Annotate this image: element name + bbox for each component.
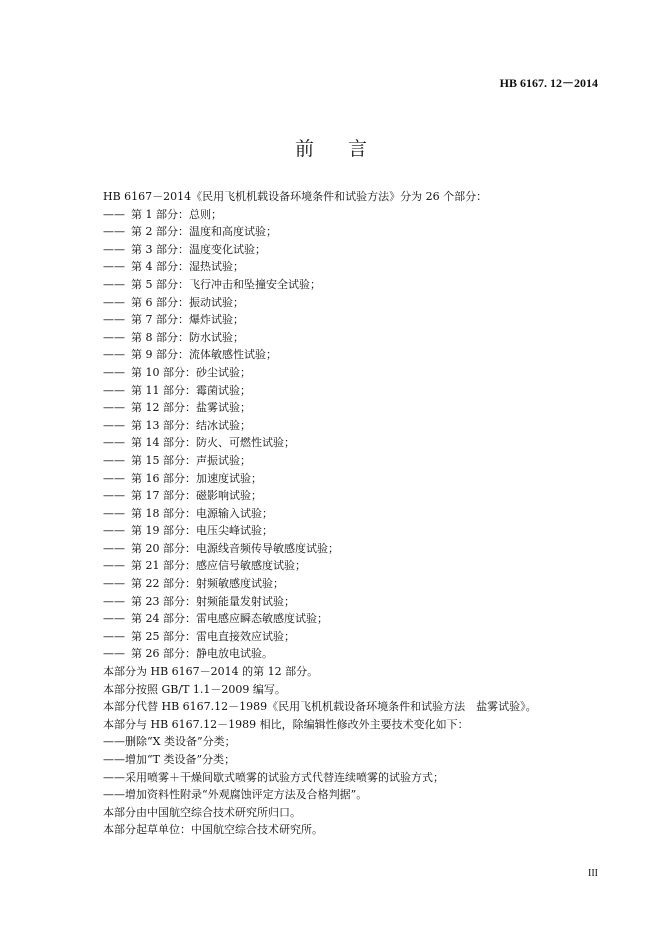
list-item bbox=[103, 223, 583, 241]
list-item bbox=[103, 364, 583, 382]
list-item bbox=[103, 311, 583, 329]
list-item-dash: —— bbox=[103, 260, 125, 274]
list-item-text: 第 24 部分：雷电感应瞬态敏感度试验； bbox=[131, 612, 328, 626]
document-body bbox=[103, 188, 583, 839]
list-item-text: 第 3 部分：温度变化试验； bbox=[131, 242, 266, 256]
list-item bbox=[103, 417, 583, 435]
list-item-text: 第 25 部分：雷电直接效应试验； bbox=[131, 629, 295, 643]
parts-list bbox=[103, 206, 583, 663]
list-item-text: 第 21 部分：感应信号敏感度试验； bbox=[131, 559, 306, 573]
list-item bbox=[103, 452, 583, 470]
list-item-text: 第 1 部分：总则； bbox=[131, 207, 222, 221]
intro-line: HB 6167－2014《民用飞机机载设备环境条件和试验方法》分为 26 个部分： bbox=[103, 190, 488, 203]
list-item-dash: —— bbox=[103, 313, 125, 327]
paragraph: ——删除“X 类设备”分类； bbox=[103, 735, 236, 749]
list-item-text: 第 4 部分：湿热试验； bbox=[131, 260, 244, 274]
list-item-dash: —— bbox=[103, 612, 125, 626]
list-item bbox=[103, 258, 583, 276]
document-code: HB 6167. 12－2014 bbox=[499, 76, 598, 90]
list-item bbox=[103, 294, 583, 312]
list-item-text: 第 2 部分：温度和高度试验； bbox=[131, 225, 277, 239]
list-item bbox=[103, 575, 583, 593]
list-item-dash: —— bbox=[103, 629, 125, 643]
list-item-dash: —— bbox=[103, 295, 125, 309]
list-item-text: 第 19 部分：电压尖峰试验； bbox=[131, 524, 273, 538]
list-item bbox=[103, 628, 583, 646]
list-item bbox=[103, 645, 583, 663]
list-item-text: 第 17 部分：磁影响试验； bbox=[131, 489, 262, 503]
list-item-dash: —— bbox=[103, 647, 125, 661]
list-item-dash: —— bbox=[103, 418, 125, 432]
paragraph: ——增加资料性附录“外观腐蚀评定方法及合格判据”。 bbox=[103, 788, 368, 802]
list-item-text: 第 23 部分：射频能量发射试验； bbox=[131, 594, 295, 608]
list-item-dash: —— bbox=[103, 207, 125, 221]
list-item-text: 第 13 部分：结冰试验； bbox=[131, 418, 251, 432]
list-item-dash: —— bbox=[103, 242, 125, 256]
list-item bbox=[103, 329, 583, 347]
paragraph: 本部分为 HB 6167－2014 的第 12 部分。 bbox=[103, 665, 319, 679]
list-item-text: 第 20 部分：电源线音频传导敏感度试验； bbox=[131, 541, 339, 555]
list-item bbox=[103, 540, 583, 558]
list-item-text: 第 8 部分：防水试验； bbox=[131, 330, 244, 344]
list-item-dash: —— bbox=[103, 225, 125, 239]
list-item-text: 第 14 部分：防火、可燃性试验； bbox=[131, 436, 295, 450]
list-item-dash: —— bbox=[103, 277, 125, 291]
paragraph: ——采用喷雾＋干燥间歇式喷雾的试验方式代替连续喷雾的试验方式； bbox=[103, 770, 444, 784]
list-item-dash: —— bbox=[103, 383, 125, 397]
list-item-dash: —— bbox=[103, 436, 125, 450]
list-item bbox=[103, 557, 583, 575]
list-item-text: 第 26 部分：静电放电试验。 bbox=[131, 647, 273, 661]
list-item-text: 第 5 部分：飞行冲击和坠撞安全试验； bbox=[131, 277, 321, 291]
list-item bbox=[103, 522, 583, 540]
paragraph: 本部分与 HB 6167.12－1989 相比，除编辑性修改外主要技术变化如下： bbox=[103, 717, 469, 731]
list-item-text: 第 9 部分：流体敏感性试验； bbox=[131, 348, 277, 362]
list-item-dash: —— bbox=[103, 541, 125, 555]
list-item bbox=[103, 487, 583, 505]
page-title: 前言 bbox=[294, 138, 401, 160]
list-item-dash: —— bbox=[103, 594, 125, 608]
paragraph: 本部分由中国航空综合技术研究所归口。 bbox=[103, 805, 301, 819]
list-item-dash: —— bbox=[103, 559, 125, 573]
list-item-dash: —— bbox=[103, 577, 125, 591]
paragraph: 本部分起草单位：中国航空综合技术研究所。 bbox=[103, 823, 323, 837]
list-item bbox=[103, 399, 583, 417]
list-item-text: 第 15 部分：声振试验； bbox=[131, 453, 251, 467]
paragraph: ——增加“T 类设备”分类； bbox=[103, 753, 236, 766]
list-item-dash: —— bbox=[103, 453, 125, 467]
paragraph-list bbox=[103, 663, 583, 839]
list-item-dash: —— bbox=[103, 365, 125, 379]
list-item-dash: —— bbox=[103, 506, 125, 520]
list-item-text: 第 6 部分：振动试验； bbox=[131, 295, 244, 309]
list-item bbox=[103, 276, 583, 294]
list-item-dash: —— bbox=[103, 524, 125, 538]
list-item bbox=[103, 505, 583, 523]
list-item bbox=[103, 382, 583, 400]
list-item bbox=[103, 434, 583, 452]
list-item-text: 第 7 部分：爆炸试验； bbox=[131, 313, 244, 327]
list-item-dash: —— bbox=[103, 401, 125, 415]
list-item bbox=[103, 346, 583, 364]
list-item-dash: —— bbox=[103, 471, 125, 485]
list-item-dash: —— bbox=[103, 348, 125, 362]
list-item-dash: —— bbox=[103, 489, 125, 503]
list-item-dash: —— bbox=[103, 330, 125, 344]
list-item-text: 第 22 部分：射频敏感度试验； bbox=[131, 577, 284, 591]
list-item bbox=[103, 610, 583, 628]
list-item-text: 第 16 部分：加速度试验； bbox=[131, 471, 262, 485]
paragraph: 本部分按照 GB/T 1.1－2009 编写。 bbox=[103, 682, 286, 696]
list-item-text: 第 12 部分：盐雾试验； bbox=[131, 401, 251, 415]
page-number: III bbox=[588, 868, 598, 879]
list-item bbox=[103, 241, 583, 259]
list-item bbox=[103, 206, 583, 224]
list-item-text: 第 10 部分：砂尘试验； bbox=[131, 365, 251, 379]
list-item bbox=[103, 470, 583, 488]
list-item bbox=[103, 593, 583, 611]
list-item-text: 第 11 部分：霉菌试验； bbox=[131, 383, 251, 397]
list-item-text: 第 18 部分：电源输入试验； bbox=[131, 506, 273, 520]
paragraph: 本部分代替 HB 6167.12－1989《民用飞机机载设备环境条件和试验方法 盐雾试验》。 bbox=[103, 700, 537, 714]
